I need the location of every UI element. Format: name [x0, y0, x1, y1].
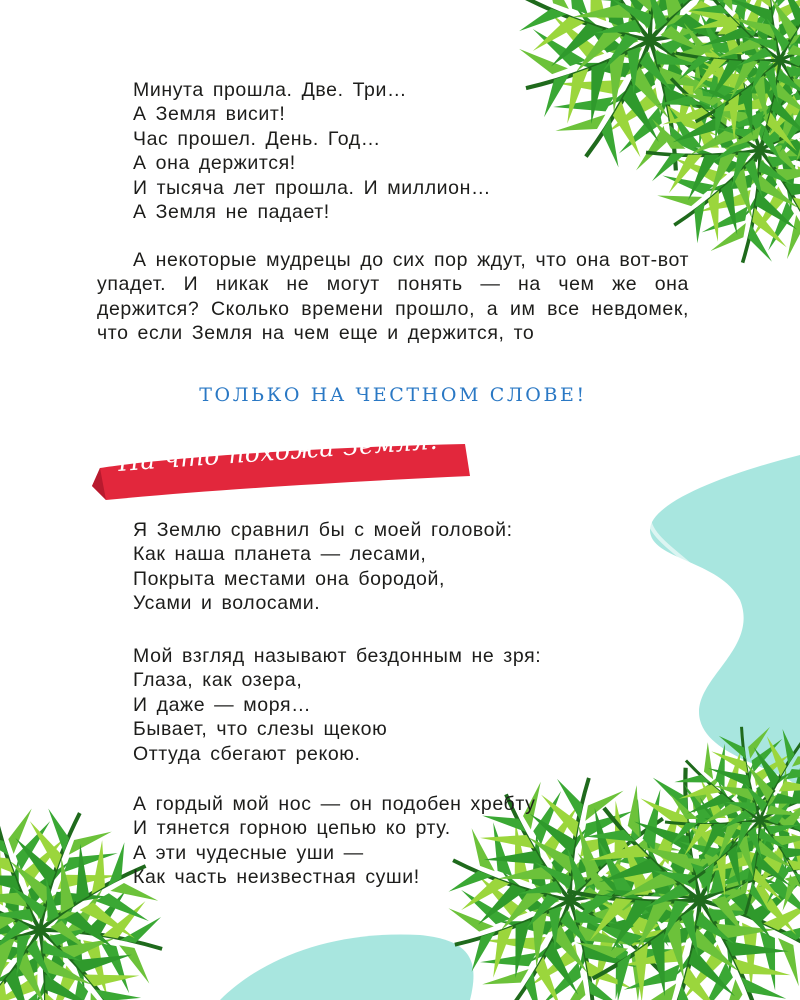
poem-line: И тянется горною цепью ко рту.: [133, 817, 451, 840]
poem-line: Глаза, как озера,: [133, 669, 303, 692]
poem-line: Минута прошла. Две. Три…: [133, 79, 408, 101]
poem-line: А эти чудесные уши —: [133, 841, 364, 864]
poem-line: И даже — моря…: [133, 693, 312, 716]
river-bottom: [220, 934, 473, 1000]
poem-stanza-top: [133, 78, 491, 224]
poem-line: И тысяча лет прошла. И миллион…: [133, 176, 492, 199]
poem-stanza-3: [133, 792, 535, 890]
poem-line: Как наша планета — лесами,: [133, 543, 427, 566]
poem-line: Усами и волосами.: [133, 592, 321, 615]
poem-line: А Земля не падает!: [133, 201, 330, 224]
poem-line: А она держится!: [133, 152, 296, 175]
poem-line: Покрыта местами она бородой,: [133, 567, 445, 590]
highlight-phrase: ТОЛЬКО НА ЧЕСТНОМ СЛОВЕ!: [199, 384, 587, 406]
poem-line: Мой взгляд называют бездонным не зря:: [133, 645, 542, 667]
poem-line: Оттуда сбегают рекою.: [133, 742, 361, 765]
poem-line: Я Землю сравнил бы с моей головой:: [133, 519, 513, 541]
poem-line: А Земля висит!: [133, 103, 286, 126]
prose-paragraph: А некоторые мудрецы до сих пор ждут, что она вот-вот упадет. И никак не могут понять — на чем же она держится? Сколько времени прошло, а им все невдомек, что если Земля на чем еще и держится, то: [97, 249, 689, 345]
poem-line: Как часть неизвестная суши!: [133, 866, 420, 889]
poem-line: Час прошел. День. Год…: [133, 127, 381, 150]
poem-line: Бывает, что слезы щекою: [133, 718, 388, 741]
section-title: На что похожа Земля?: [116, 425, 444, 477]
poem-stanza-1: [133, 518, 513, 616]
poem-stanza-2: [133, 644, 541, 766]
poem-line: А гордый мой нос — он подобен хребту: [133, 793, 536, 815]
